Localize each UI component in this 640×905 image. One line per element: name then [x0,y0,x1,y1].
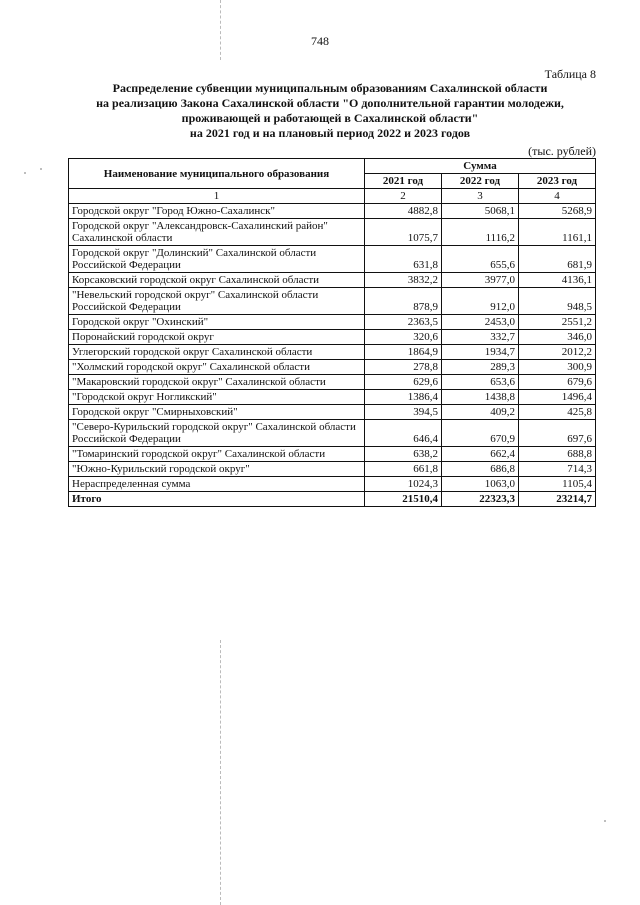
column-index: 1 [69,189,365,204]
amount-2023: 4136,1 [519,273,596,288]
table-row [69,345,596,360]
amount-2022: 1063,0 [442,477,519,492]
amount-2022: 3977,0 [442,273,519,288]
municipality-name: Городской округ "Долинский" Сахалинской области Российской Федерации [69,246,365,273]
amount-2021: 1386,4 [365,390,442,405]
amount-2021: 638,2 [365,447,442,462]
amount-2023: 2012,2 [519,345,596,360]
amount-2022: 2453,0 [442,315,519,330]
title-line: на реализацию Закона Сахалинской области "О дополнительной гарантии молодежи, [96,96,564,110]
scan-artifact-line [220,640,221,905]
municipality-name: Корсаковский городской округ Сахалинской области [69,273,365,288]
table-row [69,330,596,345]
table-row [69,219,596,246]
municipality-name: Поронайский городской округ [69,330,365,345]
table-row [69,204,596,219]
amount-2021: 1075,7 [365,219,442,246]
amount-2023: 346,0 [519,330,596,345]
amount-2021: 278,8 [365,360,442,375]
table-row [69,447,596,462]
units-label: (тыс. рублей) [528,144,596,158]
municipality-name: "Городской округ Ногликский" [69,390,365,405]
amount-2022: 1438,8 [442,390,519,405]
municipality-name: Углегорский городской округ Сахалинской области [69,345,365,360]
subsidy-table [68,158,596,507]
amount-2023: 714,3 [519,462,596,477]
amount-2021: 3832,2 [365,273,442,288]
total-2021: 21510,4 [365,492,442,507]
amount-2023: 688,8 [519,447,596,462]
amount-2022: 670,9 [442,420,519,447]
amount-2023: 1161,1 [519,219,596,246]
amount-2022: 686,8 [442,462,519,477]
table-row [69,273,596,288]
amount-2023: 425,8 [519,405,596,420]
amount-2022: 662,4 [442,447,519,462]
amount-2023: 5268,9 [519,204,596,219]
amount-2021: 1864,9 [365,345,442,360]
amount-2023: 948,5 [519,288,596,315]
scan-artifact-dot [40,168,42,170]
amount-2022: 409,2 [442,405,519,420]
table-row [69,375,596,390]
table-row [69,360,596,375]
table-row [69,390,596,405]
amount-2021: 1024,3 [365,477,442,492]
scan-artifact-line [220,0,221,60]
municipality-name: "Южно-Курильский городской округ" [69,462,365,477]
amount-2021: 320,6 [365,330,442,345]
municipality-name: "Томаринский городской округ" Сахалинской области [69,447,365,462]
municipality-name: "Северо-Курильский городской округ" Сахалинской области Российской Федерации [69,420,365,447]
amount-2023: 681,9 [519,246,596,273]
table-row [69,477,596,492]
scan-artifact-dot [24,172,26,174]
municipality-name: Нераспределенная сумма [69,477,365,492]
amount-2023: 697,6 [519,420,596,447]
title-line: на 2021 год и на плановый период 2022 и 2023 годов [189,126,471,140]
amount-2021: 394,5 [365,405,442,420]
table-row [69,315,596,330]
header-name: Наименование муниципального образования [69,159,365,189]
amount-2021: 629,6 [365,375,442,390]
amount-2022: 289,3 [442,360,519,375]
municipality-name: Городской округ "Александровск-Сахалинский район" Сахалинской области [69,219,365,246]
amount-2023: 1105,4 [519,477,596,492]
header-year-2022: 2022 год [442,174,519,189]
amount-2023: 300,9 [519,360,596,375]
amount-2021: 878,9 [365,288,442,315]
header-year-2021: 2021 год [365,174,442,189]
amount-2022: 1934,7 [442,345,519,360]
column-index: 4 [519,189,596,204]
municipality-name: "Невельский городской округ" Сахалинской области Российской Федерации [69,288,365,315]
table-row [69,420,596,447]
table-row [69,462,596,477]
table-row [69,405,596,420]
municipality-name: Городской округ "Город Южно-Сахалинск" [69,204,365,219]
municipality-name: "Макаровский городской округ" Сахалинской области [69,375,365,390]
amount-2021: 631,8 [365,246,442,273]
total-2023: 23214,7 [519,492,596,507]
municipality-name: Городской округ "Смирныховский" [69,405,365,420]
column-index: 3 [442,189,519,204]
amount-2021: 2363,5 [365,315,442,330]
amount-2022: 655,6 [442,246,519,273]
scan-artifact-dot [604,820,606,822]
header-year-2023: 2023 год [519,174,596,189]
amount-2023: 679,6 [519,375,596,390]
total-row [69,492,596,507]
municipality-name: "Холмский городской округ" Сахалинской области [69,360,365,375]
amount-2022: 5068,1 [442,204,519,219]
municipality-name: Городской округ "Охинский" [69,315,365,330]
amount-2023: 2551,2 [519,315,596,330]
total-label: Итого [69,492,365,507]
amount-2022: 332,7 [442,330,519,345]
amount-2021: 4882,8 [365,204,442,219]
document-title [60,81,600,141]
amount-2021: 646,4 [365,420,442,447]
table-row [69,288,596,315]
table-label: Таблица 8 [544,67,596,81]
amount-2022: 653,6 [442,375,519,390]
amount-2021: 661,8 [365,462,442,477]
amount-2022: 912,0 [442,288,519,315]
amount-2023: 1496,4 [519,390,596,405]
column-index: 2 [365,189,442,204]
header-sum: Сумма [365,159,596,174]
table-row [69,246,596,273]
total-2022: 22323,3 [442,492,519,507]
title-line: проживающей и работающей в Сахалинской области" [181,111,479,125]
amount-2022: 1116,2 [442,219,519,246]
title-line: Распределение субвенции муниципальным образованиям Сахалинской области [112,81,548,95]
page-number: 748 [311,34,329,48]
